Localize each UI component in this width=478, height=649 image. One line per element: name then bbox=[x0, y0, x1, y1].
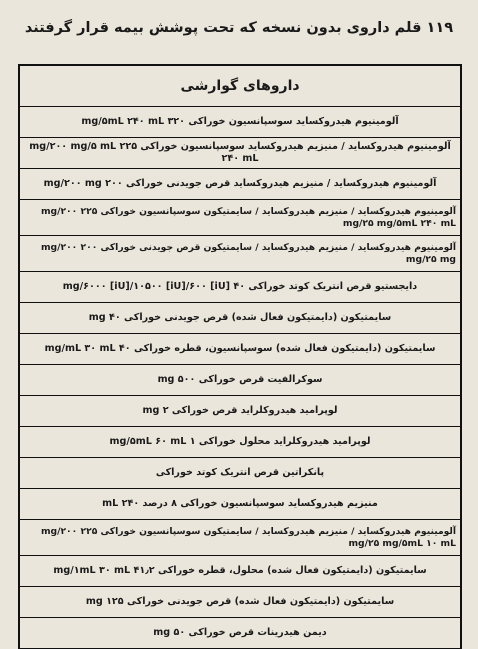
table-row bbox=[20, 458, 460, 489]
table-row bbox=[20, 236, 460, 272]
row-text: آلومینیوم هیدروکساید / منیزیم هیدروکساید / سایمتیکون سوسپانسیون خوراکی ۲۲۵ mg/۲۰۰ mg/۲۵ mg/۵mL ۲۴۰ mL bbox=[40, 206, 456, 229]
row-text: دیمن هیدرینات قرص خوراکی ۵۰ mg bbox=[153, 627, 327, 638]
row-text: آلومینیوم هیدروکساید / منیزیم هیدروکساید / سایمتیکون قرص جویدنی خوراکی ۲۰۰ mg/۲۰۰ mg/۲۵ mg bbox=[40, 242, 456, 265]
row-text: آلومینیوم هیدروکساید سوسپانسیون خوراکی ۳۲۰ mg/۵mL ۲۴۰ mL bbox=[81, 116, 399, 127]
row-text: لوپرامید هیدروکلراید قرص خوراکی ۲ mg bbox=[142, 405, 338, 416]
table-row bbox=[20, 396, 460, 427]
row-text: آلومینیوم هیدروکساید / منیزیم هیدروکساید قرص جویدنی خوراکی ۲۰۰ mg/۲۰۰ mg bbox=[43, 178, 437, 189]
table-row bbox=[20, 138, 460, 169]
table-row bbox=[20, 200, 460, 236]
row-text: سوکرالفیت قرص خوراکی ۵۰۰ mg bbox=[157, 374, 323, 385]
row-text: پانکراتین قرص انتریک کوتد خوراکی bbox=[155, 467, 325, 478]
row-text: دایجستیو قرص انتریک کوتد خوراکی ۴۰ mg/۶۰۰۰ [iU]/۱۰۵۰۰ [iU]/۶۰۰ [iU] bbox=[62, 281, 418, 292]
table-row bbox=[20, 334, 460, 365]
table-row bbox=[20, 107, 460, 138]
row-text: آلومینیوم هیدروکساید / منیزیم هیدروکساید سوسپانسیون خوراکی ۲۲۵ mg/۲۰۰ mg/۵ mL ۲۴۰ mL bbox=[29, 141, 451, 164]
table-row bbox=[20, 520, 460, 556]
table-row bbox=[20, 303, 460, 334]
table-row bbox=[20, 489, 460, 520]
row-text: سایمتیکون (دایمتیکون فعال شده) قرص جویدنی خوراکی ۱۲۵ mg bbox=[85, 596, 395, 607]
drug-table bbox=[18, 64, 462, 649]
row-text: سایمتیکون (دایمتیکون فعال شده) سوسپانسیون، قطره خوراکی ۴۰ mg/mL ۳۰ mL bbox=[44, 343, 436, 354]
table-row bbox=[20, 427, 460, 458]
table-row bbox=[20, 365, 460, 396]
table-row bbox=[20, 556, 460, 587]
row-text: لوپرامید هیدروکلراید محلول خوراکی ۱ mg/۵mL ۶۰ mL bbox=[109, 436, 371, 447]
page-title: ۱۱۹ قلم داروی بدون نسخه که تحت پوشش بیمه قرار گرفتند bbox=[24, 20, 454, 36]
table-header: داروهای گوارشی bbox=[20, 66, 460, 107]
table-row bbox=[20, 587, 460, 618]
row-text: سایمتیکون (دایمتیکون فعال شده) محلول، قطره خوراکی ۴۱٫۲ mg/۱mL ۳۰ mL bbox=[53, 565, 427, 576]
table-row bbox=[20, 618, 460, 649]
table-row bbox=[20, 272, 460, 303]
row-text: سایمتیکون (دایمتیکون فعال شده) قرص جویدنی خوراکی ۴۰ mg bbox=[88, 312, 392, 323]
table-row bbox=[20, 169, 460, 200]
row-text: منیزیم هیدروکساید سوسپانسیون خوراکی ۸ درصد ۲۴۰ mL bbox=[102, 498, 378, 509]
row-text: آلومینیوم هیدروکساید / منیزیم هیدروکساید / سایمتیکون سوسپانسیون خوراکی ۲۲۵ mg/۲۰۰ mg/۲۵ mg/۵mL ۱۰ mL bbox=[40, 526, 456, 549]
